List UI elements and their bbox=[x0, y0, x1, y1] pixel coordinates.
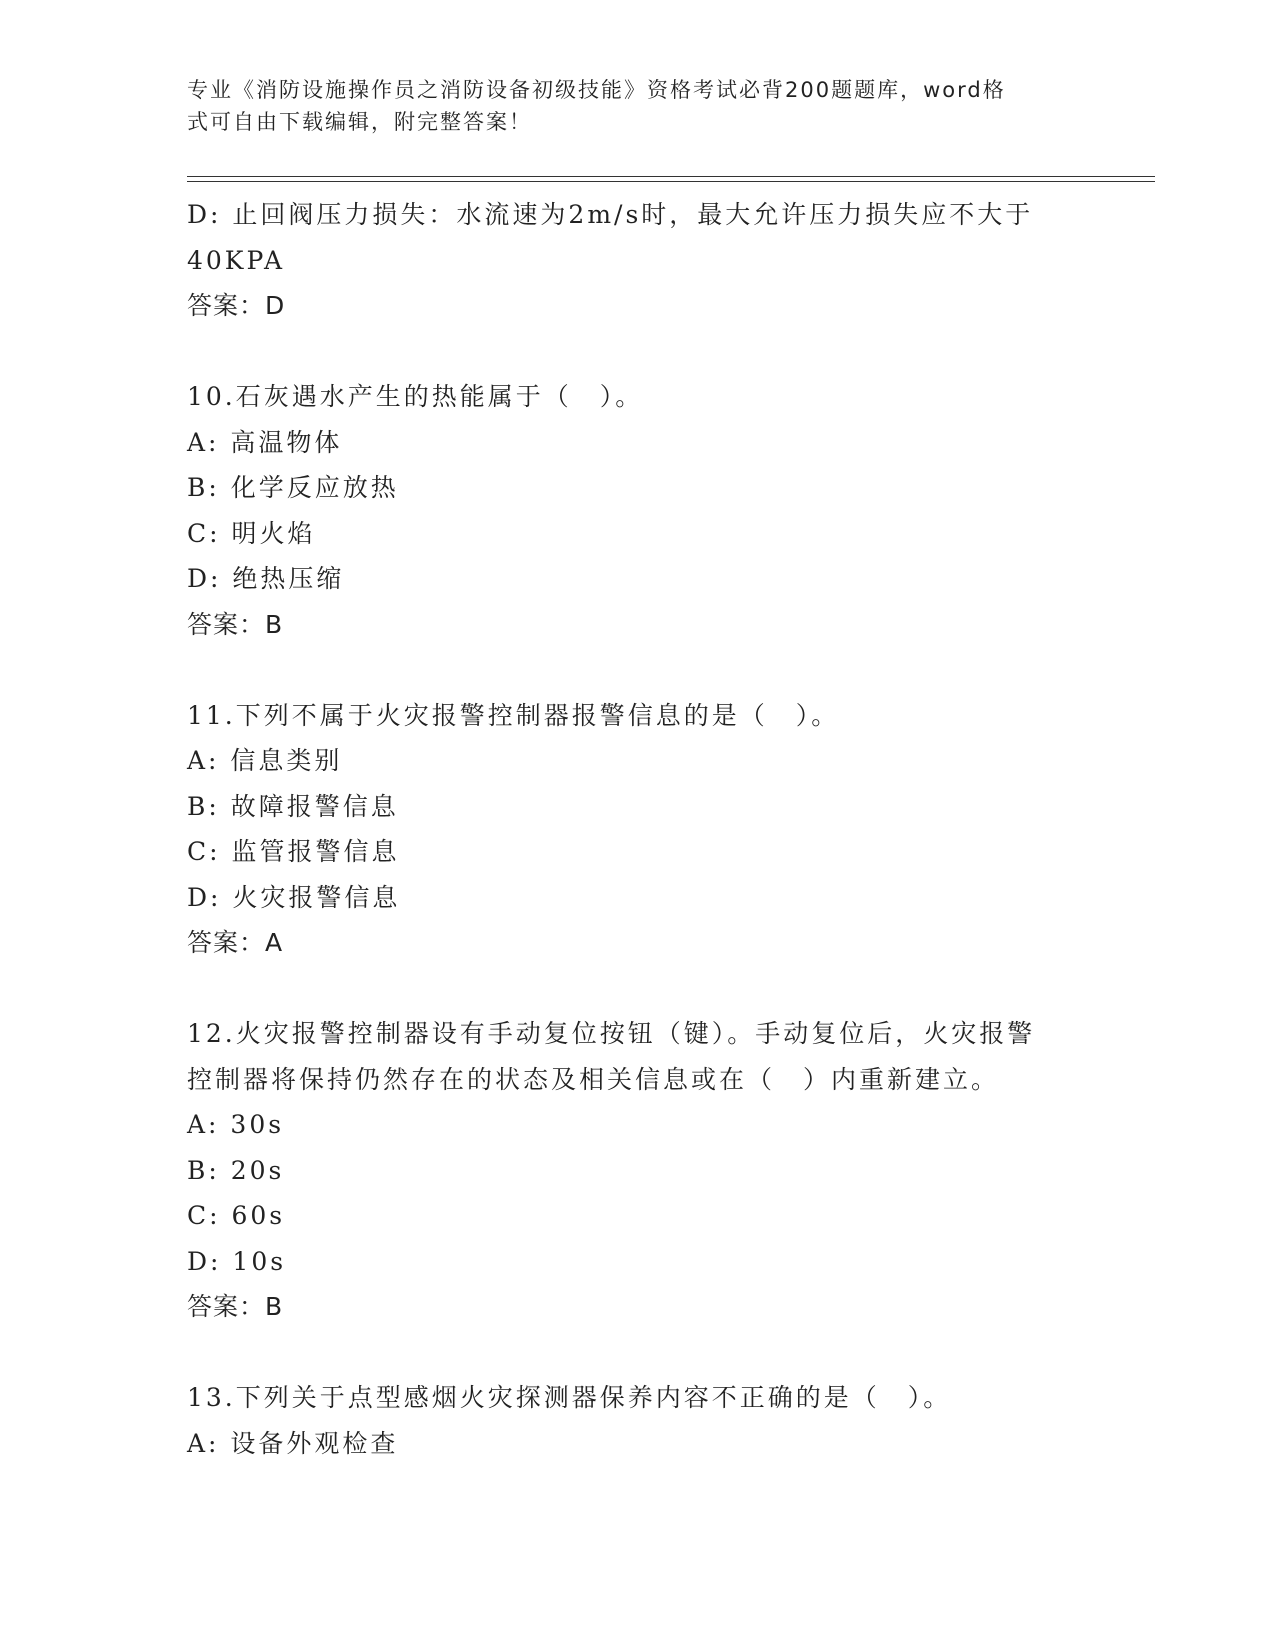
question-stem-continued: 控制器将保持仍然存在的状态及相关信息或在（ ）内重新建立。 bbox=[187, 1064, 1000, 1094]
option-a: A: 设备外观检查 bbox=[187, 1428, 399, 1458]
question-stem: 11.下列不属于火灾报警控制器报警信息的是（ ）。 bbox=[187, 700, 840, 730]
spacer bbox=[187, 1330, 1087, 1376]
option-a: A: 30s bbox=[187, 1110, 285, 1139]
header-line-1: 专业《消防设施操作员之消防设备初级技能》资格考试必背200题题库，word格 bbox=[187, 78, 1006, 102]
option-d: D: 10s bbox=[187, 1246, 287, 1276]
option-b: B: 故障报警信息 bbox=[187, 791, 399, 821]
answer-line: 答案：B bbox=[187, 609, 284, 639]
answer-line: 答案：B bbox=[187, 1292, 284, 1321]
question-12 bbox=[187, 1011, 1087, 1330]
question-stem: 10.石灰遇水产生的热能属于（ ）。 bbox=[187, 382, 644, 411]
option-d: D: 火灾报警信息 bbox=[187, 882, 401, 912]
answer-line: 答案：D bbox=[187, 291, 286, 320]
option-b: B: 化学反应放热 bbox=[187, 473, 399, 502]
spacer bbox=[187, 966, 1087, 1012]
question-11 bbox=[187, 693, 1087, 966]
answer-line: 答案：A bbox=[187, 928, 284, 957]
question-10 bbox=[187, 374, 1087, 647]
carryover-block bbox=[187, 192, 1087, 329]
option-a: A: 高温物体 bbox=[187, 427, 343, 457]
option-d: D: 绝热压缩 bbox=[187, 564, 345, 593]
question-13 bbox=[187, 1375, 1087, 1466]
option-c: C: 明火焰 bbox=[187, 518, 316, 548]
option-d: D: 止回阀压力损失：水流速为2m/s时，最大允许压力损失应不大于 bbox=[187, 200, 1034, 229]
spacer bbox=[187, 329, 1087, 375]
question-list bbox=[187, 192, 1087, 1466]
option-c: C: 监管报警信息 bbox=[187, 837, 400, 866]
header-divider-bottom bbox=[187, 181, 1155, 182]
header-line-2: 式可自由下载编辑，附完整答案！ bbox=[187, 110, 532, 134]
question-stem: 13.下列关于点型感烟火灾探测器保养内容不正确的是（ ）。 bbox=[187, 1383, 952, 1412]
option-b: B: 20s bbox=[187, 1155, 285, 1185]
header-divider-top bbox=[187, 176, 1155, 177]
question-stem: 12.火灾报警控制器设有手动复位按钮（键）。手动复位后，火灾报警 bbox=[187, 1019, 1036, 1048]
option-a: A: 信息类别 bbox=[187, 746, 343, 775]
spacer bbox=[187, 647, 1087, 693]
option-c: C: 60s bbox=[187, 1201, 286, 1230]
document-header bbox=[187, 74, 1067, 138]
option-d-continued: 40KPA bbox=[187, 245, 286, 275]
